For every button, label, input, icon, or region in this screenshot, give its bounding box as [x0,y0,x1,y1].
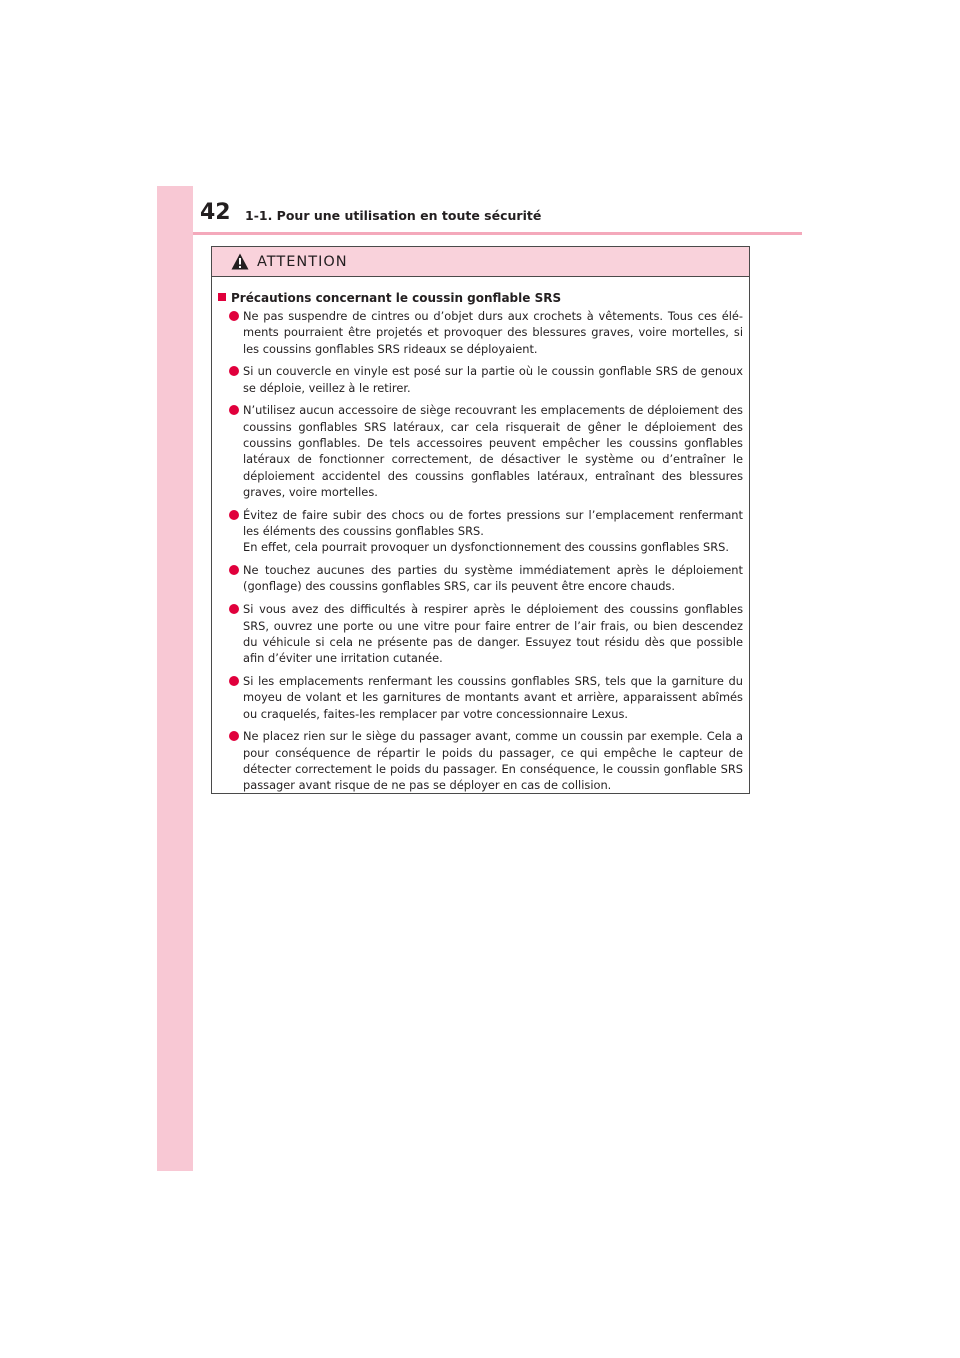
round-bullet-icon [229,366,239,376]
round-bullet-icon [229,731,239,741]
warning-triangle-icon [231,253,249,270]
precautions-list [212,308,751,800]
precautions-heading-text: Précautions concernant le coussin gonflable SRS [231,291,562,305]
list-item [212,601,751,666]
list-item-text: Ne pas suspendre de cintres ou d’objet durs aux crochets à vêtements. Tous ces élé-ments pourraient être projetés et provoquer des blessures graves, voire mortelles, si les coussins gonflables SRS rideaux se déployaient. [243,309,743,356]
round-bullet-icon [229,311,239,321]
list-item [212,363,751,396]
list-item [212,562,751,595]
round-bullet-icon [229,676,239,686]
attention-box [211,246,750,794]
list-item [212,728,751,793]
attention-header [212,247,749,277]
round-bullet-icon [229,604,239,614]
list-item [212,308,751,357]
page-number: 42 [200,200,231,225]
round-bullet-icon [229,405,239,415]
list-item-text: Si un couvercle en vinyle est posé sur la partie où le coussin gonflable SRS de genoux se déploie, veillez à le retirer. [243,364,743,395]
list-item-text: Ne touchez aucunes des parties du système immédiatement après le déploiement (gonflage) des coussins gonflables SRS, car ils peuvent être encore chauds. [243,563,743,594]
precautions-heading [218,290,561,306]
round-bullet-icon [229,565,239,575]
list-item-text: Ne placez rien sur le siège du passager avant, comme un coussin par exemple. Cela a pour conséquence de répartir le poids du passager, ce qui empêche le capteur de détecter correctement le poids du passager. En conséquence, le coussin gonflable SRS passager avant risque de ne pas se déployer en cas de collision. [243,729,743,793]
list-item-text: Si les emplacements renfermant les coussins gonflables SRS, tels que la garniture du moyeu de volant et les garnitures de montants avant et arrière, apparaissent abîmés ou craquelés, faites-les remplacer par votre concessionnaire Lexus. [243,673,743,721]
list-item [212,673,751,722]
section-title: 1-1. Pour une utilisation en toute sécurité [245,208,542,223]
round-bullet-icon [229,510,239,520]
attention-title: ATTENTION [257,254,348,270]
square-bullet-icon [218,293,226,301]
list-item [212,402,751,500]
list-item-text: Si vous avez des difficultés à respirer après le déploiement des coussins gonflables SRS, ouvrez une porte ou une vitre pour faire entrer de l’air frais, ou bien descendez du véhicule si cela ne présente pas de danger. Essuyez tout résidu dès que possible afin d’éviter une irritation cutanée. [243,602,743,666]
list-item-text: Évitez de faire subir des chocs ou de fortes pressions sur l’emplacement renfermant les éléments des coussins gonflables SRS. [243,507,743,539]
side-tab-band [157,186,193,1171]
list-item-text: N’utilisez aucun accessoire de siège recouvrant les emplacements de déploiement des coussins gonflables SRS latéraux, car cela risquerait de gêner le déploiement des coussins gonflables. De tels accessoires peuvent empêcher les coussins gonflables latéraux de fonctionner correctement, de désactiver le système ou d’entraîner le déploiement accidentel des coussins gonflables latéraux, entraînant des blessures graves, voire mortelles. [243,403,743,499]
list-item [212,507,751,556]
list-item-continuation: En effet, cela pourrait provoquer un dysfonctionnement des coussins gonflables SRS. [243,540,730,555]
header-rule [193,232,802,235]
